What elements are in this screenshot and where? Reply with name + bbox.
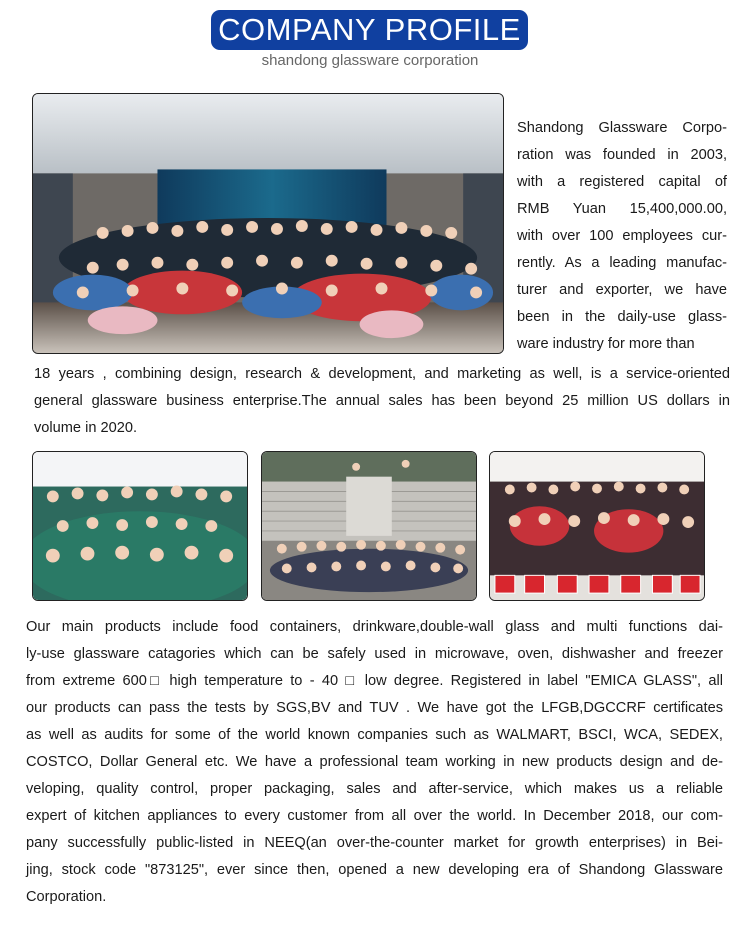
team-stage-photo	[32, 93, 504, 354]
text-line: rently. As a leading manufac-	[517, 255, 727, 271]
text-line: RMB Yuan 15,400,000.00,	[517, 201, 727, 217]
text-line: jing, stock code "873125", ever since then, opened a new developing era of Shandong Glassware	[26, 862, 723, 878]
intro-side-text	[517, 115, 727, 358]
intro-wide-text	[34, 361, 730, 442]
text-line: expert of kitchen appliances to every customer from all over the world. In December 2018, our com-	[26, 808, 723, 824]
text-line: Our main products include food containers, drinkware,double-wall glass and multi functions dai-	[26, 619, 723, 635]
text-line: general glassware business enterprise.The annual sales has been beyond 25 million US dollars in	[34, 393, 730, 409]
text-line: our products can pass the tests by SGS,BV and TUV . We have got the LFGB,DGCCRF certificates	[26, 700, 723, 716]
text-line: Shandong Glassware Corpo-	[517, 120, 727, 136]
page-title: COMPANY PROFILE	[211, 10, 528, 50]
text-line: 18 years , combining design, research & development, and marketing as well, is a service-oriented	[34, 366, 730, 382]
text-line: Corporation.	[26, 889, 107, 905]
text-line: from extreme 600□ high temperature to - 40 □ low degree. Registered in label "EMICA GLASS", all	[26, 673, 723, 689]
text-line: with a registered capital of	[517, 174, 727, 190]
text-line: COSTCO, Dollar General etc. We have a professional team working in new products design and de-	[26, 754, 723, 770]
team-green-jackets-photo	[32, 451, 248, 601]
text-line: ware industry for more than	[517, 336, 695, 352]
text-line: volume in 2020.	[34, 420, 138, 436]
text-line: pany successfully public-listed in NEEQ(an over-the-counter market for growth enterprises) in Bei-	[26, 835, 723, 851]
products-paragraph	[26, 614, 723, 911]
text-line: ration was founded in 2003,	[517, 147, 727, 163]
team-outdoor-photo	[261, 451, 477, 601]
text-line: been in the daily-use glass-	[517, 309, 727, 325]
team-gifts-photo	[489, 451, 705, 601]
text-line: with over 100 employees cur-	[517, 228, 727, 244]
text-line: turer and exporter, we have	[517, 282, 727, 298]
text-line: ly-use glassware catagories which can be safely used in microwave, oven, dishwasher and freezer	[26, 646, 723, 662]
text-line: veloping, quality control, proper packaging, sales and after-service, which makes us a reliable	[26, 781, 723, 797]
page-subtitle: shandong glassware corporation	[261, 52, 479, 69]
text-line: as well as audits for some of the world known companies such as WALMART, BSCI, WCA, SEDEX,	[26, 727, 723, 743]
